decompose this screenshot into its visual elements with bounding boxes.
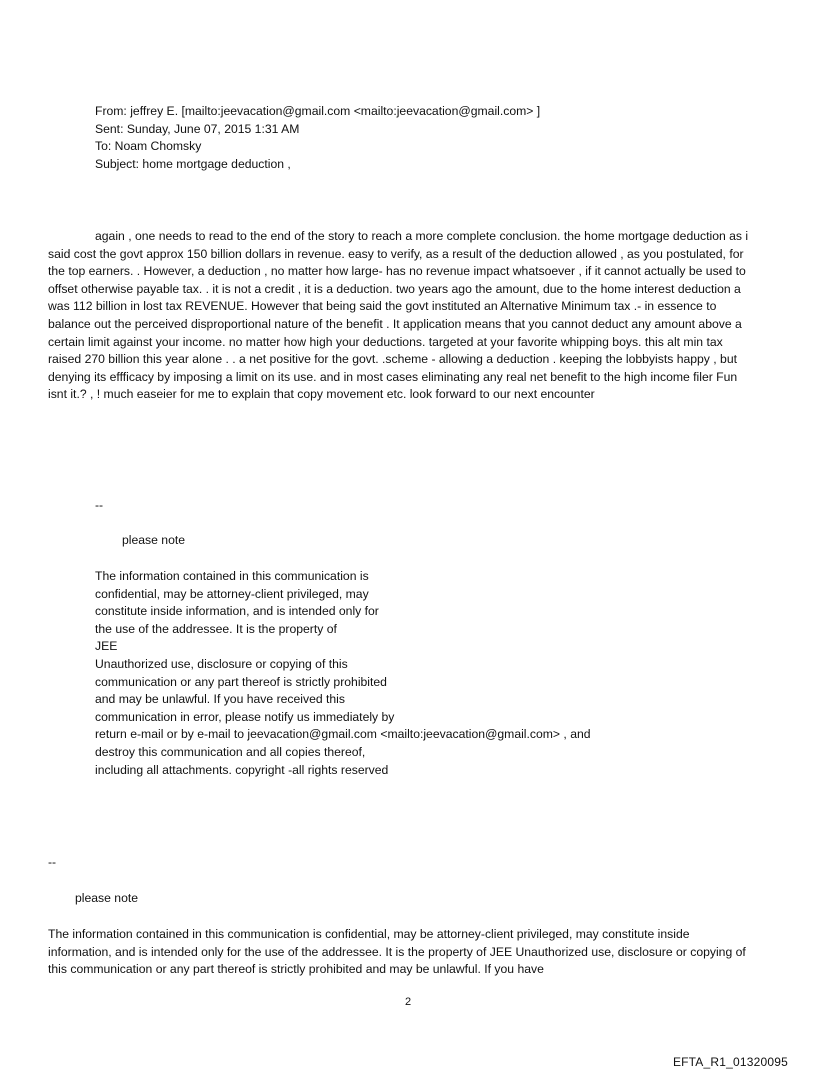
disclaimer-line: including all attachments. copyright -all rights reserved	[95, 762, 389, 777]
disclaimer-line: destroy this communication and all copies thereof,	[95, 744, 366, 759]
signature-separator-2: --	[48, 855, 57, 869]
disclaimer-line: constitute inside information, and is intended only for	[95, 604, 379, 619]
signature-separator-1: --	[95, 498, 104, 512]
document-id-footer: EFTA_R1_01320095	[672, 1055, 788, 1069]
disclaimer-line: the use of the addressee. It is the property of	[95, 621, 337, 636]
email-body: again , one needs to read to the end of the story to reach a more complete conclusion. the home mortgage deduction as i said cost the govt approx 150 billion dollars in revenue. easy to verify, as a result of the deduction allowed , as you postulated, for the top earners. . However, a deduction , no matter how large- has no revenue impact whatsoever , if it cannot actually be used to offset otherwise payable tax. . it is not a credit , it is a deduction. two years ago the amount, due to the home interest deduction a was 112 billion in lost tax REVENUE. However that being said the govt instituted an Alternative Minimum tax .- in essence to balance out the perceived disproportional nature of the benefit . It application means that you cannot deduct any amount above a certain limit against your income. no matter how high your deductions. targeted at your favorite whipping boys. this alt min tax raised 270 billion this year alone . . a net positive for the govt. .scheme - allowing a deduction . keeping the lobbyists happy , but denying its effficacy by imposing a limit on its use. and in most cases eliminating any real net benefit to the high income filer Fun isnt it.? , ! much easeier for me to explain that copy movement etc. look forward to our next encounter	[48, 229, 749, 402]
header-sent: Sent: Sunday, June 07, 2015 1:31 AM	[95, 121, 300, 136]
disclaimer-line: JEE	[95, 639, 118, 654]
signature-note-2: please note	[75, 891, 139, 905]
disclaimer-line: Unauthorized use, disclosure or copying of this	[95, 656, 348, 671]
disclaimer-block-2: The information contained in this communication is confidential, may be attorney-client privileged, may constitute inside information, and is intended only for the use of the addressee. It is the property of JEE Unauthorized use, disclosure or copying of this communication or any part thereof is strictly prohibited and may be unlawful. If you have	[48, 927, 746, 977]
disclaimer-block-1	[95, 568, 591, 779]
page-number: 2	[404, 996, 412, 1008]
header-subject: Subject: home mortgage deduction ,	[95, 156, 291, 171]
disclaimer-line: and may be unlawful. If you have received this	[95, 692, 345, 707]
email-header	[95, 103, 540, 173]
disclaimer-line: confidential, may be attorney-client privileged, may	[95, 586, 369, 601]
header-to: To: Noam Chomsky	[95, 139, 202, 154]
disclaimer-line: communication or any part thereof is strictly prohibited	[95, 674, 387, 689]
header-from: From: jeffrey E. [mailto:jeevacation@gmail.com <mailto:jeevacation@gmail.com> ]	[95, 104, 541, 118]
disclaimer-line: communication in error, please notify us immediately by	[95, 709, 395, 724]
disclaimer-line: The information contained in this communication is	[95, 569, 369, 583]
disclaimer-line: return e-mail or by e-mail to jeevacation@gmail.com <mailto:jeevacation@gmail.com> , and	[95, 727, 591, 742]
signature-note-1: please note	[122, 533, 186, 547]
